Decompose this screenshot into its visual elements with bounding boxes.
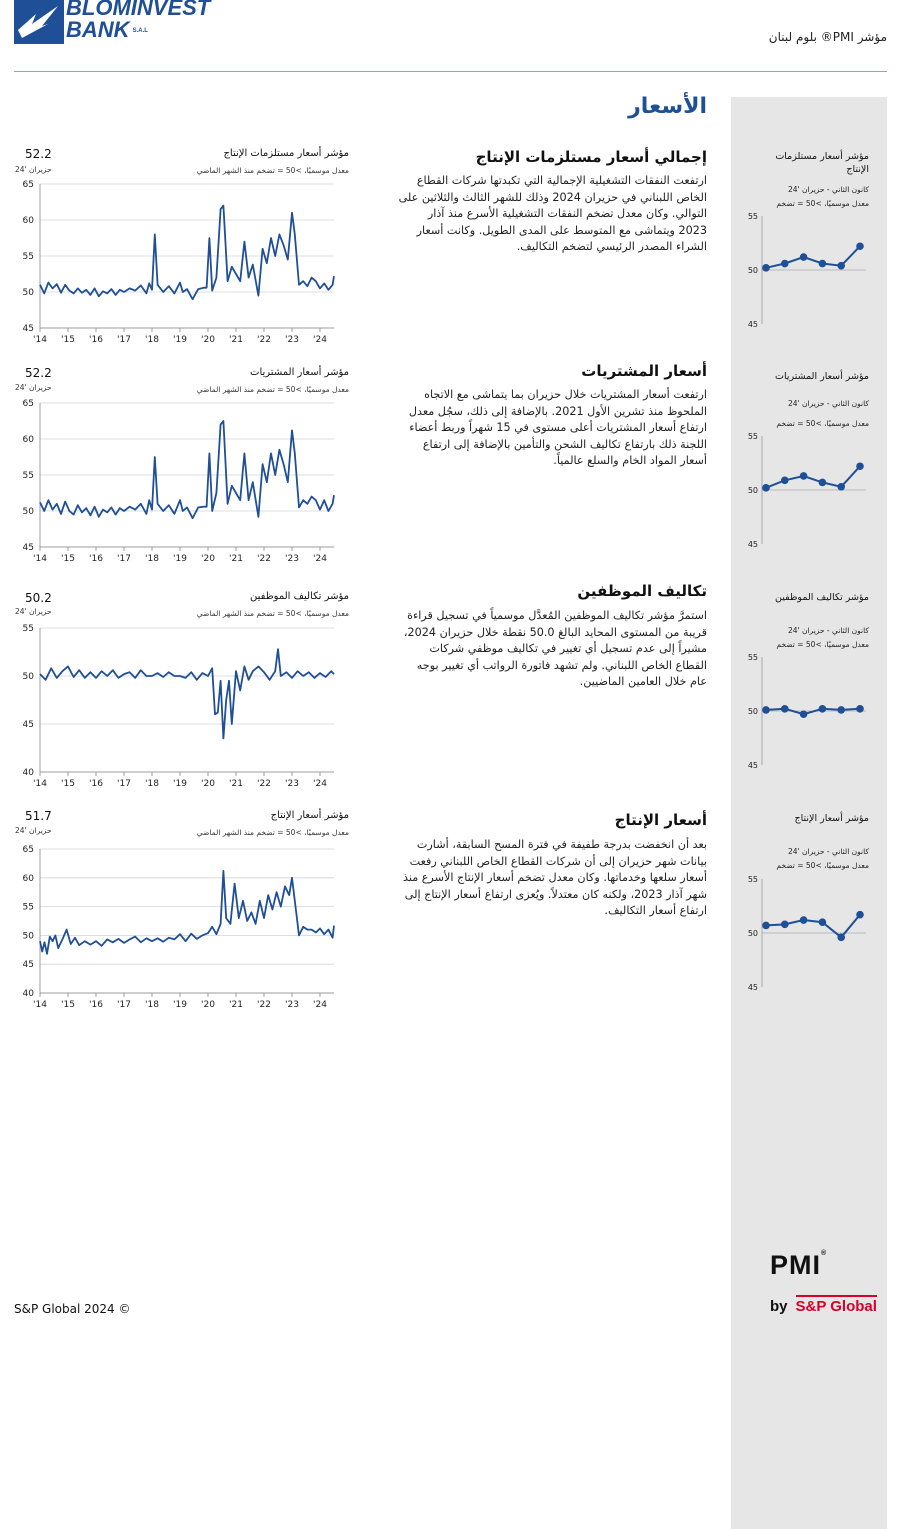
- x-tick-label: '22: [257, 554, 271, 564]
- x-tick-label: '21: [229, 554, 243, 564]
- chart-latest-date: حزيران '24: [15, 607, 52, 616]
- blominvest-logo: [14, 0, 219, 44]
- side-data-point: [762, 706, 770, 714]
- side-sub-purchase-prices: معدل موسميًا، >50 = تضخم: [776, 419, 869, 428]
- chart-latest-date: حزيران '24: [15, 383, 52, 392]
- x-tick-label: '23: [285, 1000, 299, 1010]
- copyright: S&P Global 2024 ©: [14, 1302, 131, 1316]
- side-chart-input-prices: [740, 208, 875, 328]
- y-tick-label: 45: [22, 960, 34, 971]
- section-title-purchase-prices: أسعار المشتريات: [581, 362, 707, 380]
- x-tick-label: '20: [201, 779, 215, 789]
- sp-global-logo: by S&P Global: [770, 1298, 877, 1315]
- header-divider: [14, 71, 887, 72]
- side-y-tick-label: 55: [747, 653, 758, 662]
- y-tick-label: 40: [22, 989, 34, 999]
- side-chart-output-prices: [740, 871, 875, 991]
- x-tick-label: '15: [61, 335, 75, 345]
- section-title-input-prices: إجمالي أسعار مستلزمات الإنتاج: [475, 148, 707, 166]
- x-tick-label: '18: [145, 554, 159, 564]
- x-tick-label: '20: [201, 1000, 215, 1010]
- x-tick-label: '17: [117, 1000, 131, 1010]
- side-y-tick-label: 45: [747, 540, 758, 548]
- side-data-point: [781, 705, 789, 713]
- line-chart-output-prices: [14, 843, 354, 1048]
- side-y-tick-label: 55: [747, 212, 758, 221]
- series-line: [40, 421, 334, 518]
- y-tick-label: 65: [22, 845, 34, 855]
- side-data-point: [781, 260, 789, 268]
- side-data-point: [819, 479, 827, 487]
- bird-logo-icon: [14, 0, 64, 44]
- chart-title-staff-costs: مؤشر تكاليف الموظفين: [250, 591, 349, 602]
- side-data-point: [819, 260, 827, 268]
- x-tick-label: '24: [313, 554, 327, 564]
- side-y-tick-label: 50: [747, 929, 758, 938]
- side-series-line: [766, 915, 860, 938]
- x-tick-label: '14: [33, 335, 47, 345]
- chart-latest-date: حزيران '24: [15, 165, 52, 174]
- chart-title-output-prices: مؤشر أسعار الإنتاج: [270, 810, 349, 821]
- x-tick-label: '16: [89, 779, 103, 789]
- x-tick-label: '14: [33, 779, 47, 789]
- section-title-output-prices: أسعار الإنتاج: [614, 811, 707, 829]
- pmi-logo: PMI®: [770, 1250, 828, 1280]
- chart-latest-value: 52.2: [25, 366, 52, 380]
- side-series-line: [766, 466, 860, 488]
- side-data-point: [800, 916, 808, 924]
- side-range-staff-costs: كانون الثاني - حزيران '24: [787, 626, 869, 635]
- y-tick-label: 55: [22, 471, 34, 481]
- y-tick-label: 60: [22, 435, 34, 445]
- side-data-point: [819, 918, 827, 926]
- x-tick-label: '19: [173, 779, 187, 789]
- x-tick-label: '19: [173, 335, 187, 345]
- y-tick-label: 40: [22, 768, 34, 778]
- report-title: مؤشر PMI® بلوم لبنان: [768, 30, 887, 44]
- line-chart-input-prices: [14, 178, 354, 383]
- side-data-point: [837, 262, 845, 270]
- side-y-tick-label: 45: [747, 320, 758, 328]
- side-data-point: [781, 921, 789, 929]
- x-tick-label: '16: [89, 335, 103, 345]
- side-data-point: [856, 242, 864, 250]
- side-range-input-prices: كانون الثاني - حزيران '24: [787, 185, 869, 194]
- side-title-purchase-prices: مؤشر أسعار المشتريات: [775, 371, 869, 382]
- chart-subtitle-purchase-prices: معدل موسميًا، >50 = تضخم منذ الشهر الماضي: [196, 385, 349, 394]
- side-chart-purchase-prices: [740, 428, 875, 548]
- x-tick-label: '21: [229, 1000, 243, 1010]
- x-tick-label: '22: [257, 779, 271, 789]
- side-y-tick-label: 45: [747, 761, 758, 769]
- bank-name: BLOMINVEST BANK S.A.L: [66, 0, 211, 42]
- x-tick-label: '19: [173, 554, 187, 564]
- y-tick-label: 65: [22, 180, 34, 190]
- side-y-tick-label: 45: [747, 983, 758, 991]
- x-tick-label: '16: [89, 1000, 103, 1010]
- page-title: الأسعار: [628, 94, 707, 119]
- section-body-staff-costs: استمرَّ مؤشر تكاليف الموظفين المُعدَّل موسمياً في تسجيل قراءة قريبة من المستوى المحايد البالغ 50.0 نقطة خلال حزيران 2024، مشيراً إلى عدم تسجيل أي تغيير في تكاليف موظفي شركات القطاع الخاص اللبناني. ولم تشهد فاتورة الرواتب أي تغيير بوجه عام خلال العامين الماضيين.: [403, 609, 707, 688]
- side-title-output-prices: مؤشر أسعار الإنتاج: [794, 813, 869, 824]
- side-data-point: [800, 710, 808, 718]
- x-tick-label: '21: [229, 779, 243, 789]
- x-tick-label: '23: [285, 554, 299, 564]
- side-data-point: [837, 483, 845, 491]
- side-data-point: [800, 472, 808, 480]
- side-title-staff-costs: مؤشر تكاليف الموظفين: [774, 592, 869, 603]
- y-tick-label: 55: [22, 624, 34, 634]
- y-tick-label: 45: [22, 720, 34, 730]
- section-title-staff-costs: تكاليف الموظفين: [577, 582, 707, 600]
- x-tick-label: '24: [313, 335, 327, 345]
- line-chart-purchase-prices: [14, 397, 354, 602]
- x-tick-label: '18: [145, 1000, 159, 1010]
- x-tick-label: '22: [257, 335, 271, 345]
- x-tick-label: '20: [201, 554, 215, 564]
- x-tick-label: '15: [61, 554, 75, 564]
- x-tick-label: '18: [145, 779, 159, 789]
- side-data-point: [837, 706, 845, 714]
- chart-latest-value: 52.2: [25, 147, 52, 161]
- x-tick-label: '21: [229, 335, 243, 345]
- y-tick-label: 55: [22, 902, 34, 913]
- y-tick-label: 50: [22, 507, 34, 517]
- side-y-tick-label: 55: [747, 875, 758, 884]
- side-data-point: [800, 253, 808, 261]
- chart-title-input-prices: مؤشر أسعار مستلزمات الإنتاج: [223, 148, 349, 159]
- side-title-input-prices: مؤشر أسعار مستلزمات الإنتاج: [775, 151, 869, 175]
- side-data-point: [837, 934, 845, 942]
- side-series-line: [766, 709, 860, 714]
- section-body-input-prices: ارتفعت النفقات التشغيلية الإجمالية التي تكبدتها شركات القطاع الخاص اللبناني في حزيران 2024 وذلك للشهر الثالث والثلاثين على التوالي. وكان معدل تضخم النفقات التشغيلية الأسرع منذ آذار 2023 ويتماشى مع المتوسط على المدى الطويل. وكانت أسعار الشراء المصدر الرئيسي لتضخم التكاليف.: [398, 174, 707, 253]
- side-y-tick-label: 50: [747, 707, 758, 716]
- side-data-point: [762, 922, 770, 930]
- side-range-output-prices: كانون الثاني - حزيران '24: [787, 847, 869, 856]
- x-tick-label: '15: [61, 779, 75, 789]
- x-tick-label: '18: [145, 335, 159, 345]
- y-tick-label: 60: [22, 216, 34, 226]
- side-y-tick-label: 50: [747, 266, 758, 275]
- x-tick-label: '14: [33, 1000, 47, 1010]
- y-tick-label: 45: [22, 543, 34, 553]
- x-tick-label: '17: [117, 779, 131, 789]
- side-y-tick-label: 55: [747, 432, 758, 441]
- section-body-purchase-prices: ارتفعت أسعار المشتريات خلال حزيران بما يتماشى مع الاتجاه الملحوظ منذ تشرين الأول 2021. بالإضافة إلى ذلك، سجُل معدل ارتفاع أسعار المشتريات أعلى مستوى في 15 شهراً وربط أعضاء اللجنة ذلك بارتفاع تكاليف الشحن والتأمين بالإضافة إلى ارتفاع أسعار المواد الخام والسلع عالمياً.: [408, 388, 707, 467]
- chart-subtitle-staff-costs: معدل موسميًا، >50 = تضخم منذ الشهر الماضي: [196, 609, 349, 618]
- side-data-point: [856, 462, 864, 470]
- y-tick-label: 50: [22, 288, 34, 298]
- x-tick-label: '15: [61, 1000, 75, 1010]
- x-tick-label: '19: [173, 1000, 187, 1010]
- x-tick-label: '24: [313, 1000, 327, 1010]
- side-data-point: [781, 476, 789, 484]
- y-tick-label: 55: [22, 252, 34, 262]
- x-tick-label: '23: [285, 779, 299, 789]
- series-line: [40, 649, 334, 738]
- side-data-point: [856, 911, 864, 919]
- x-tick-label: '24: [313, 779, 327, 789]
- side-data-point: [762, 484, 770, 492]
- chart-latest-date: حزيران '24: [15, 826, 52, 835]
- line-chart-staff-costs: [14, 622, 354, 827]
- y-tick-label: 50: [22, 672, 34, 682]
- side-sub-input-prices: معدل موسميًا، >50 = تضخم: [776, 199, 869, 208]
- y-tick-label: 45: [22, 324, 34, 334]
- chart-title-purchase-prices: مؤشر أسعار المشتريات: [250, 367, 349, 378]
- x-tick-label: '14: [33, 554, 47, 564]
- y-tick-label: 50: [22, 931, 34, 942]
- chart-latest-value: 51.7: [25, 809, 52, 823]
- side-chart-staff-costs: [740, 649, 875, 769]
- section-body-output-prices: بعد أن انخفضت بدرجة طفيفة في فترة المسح السابقة، أشارت بيانات شهر حزيران إلى أن شركات القطاع الخاص اللبناني رفعت أسعار سلعها وخدماتها. وكان معدل تضخم أسعار الإنتاج الأسرع منذ شهر آذار 2023، ولكنه كان معتدلاً. ويُعزى ارتفاع أسعار الإنتاج إلى ارتفاع أسعار التكاليف.: [402, 838, 707, 917]
- y-tick-label: 65: [22, 399, 34, 409]
- side-range-purchase-prices: كانون الثاني - حزيران '24: [787, 399, 869, 408]
- side-series-line: [766, 246, 860, 268]
- side-sub-output-prices: معدل موسميًا، >50 = تضخم: [776, 861, 869, 870]
- x-tick-label: '20: [201, 335, 215, 345]
- chart-subtitle-output-prices: معدل موسميًا، >50 = تضخم منذ الشهر الماضي: [196, 828, 349, 837]
- x-tick-label: '17: [117, 554, 131, 564]
- side-sub-staff-costs: معدل موسميًا، >50 = تضخم: [776, 640, 869, 649]
- x-tick-label: '22: [257, 1000, 271, 1010]
- y-tick-label: 60: [22, 873, 34, 884]
- side-data-point: [856, 705, 864, 713]
- x-tick-label: '16: [89, 554, 103, 564]
- chart-subtitle-input-prices: معدل موسميًا، >50 = تضخم منذ الشهر الماضي: [196, 166, 349, 175]
- side-data-point: [762, 264, 770, 272]
- chart-latest-value: 50.2: [25, 591, 52, 605]
- x-tick-label: '17: [117, 335, 131, 345]
- side-y-tick-label: 50: [747, 486, 758, 495]
- x-tick-label: '23: [285, 335, 299, 345]
- side-data-point: [819, 705, 827, 713]
- series-line: [40, 871, 334, 954]
